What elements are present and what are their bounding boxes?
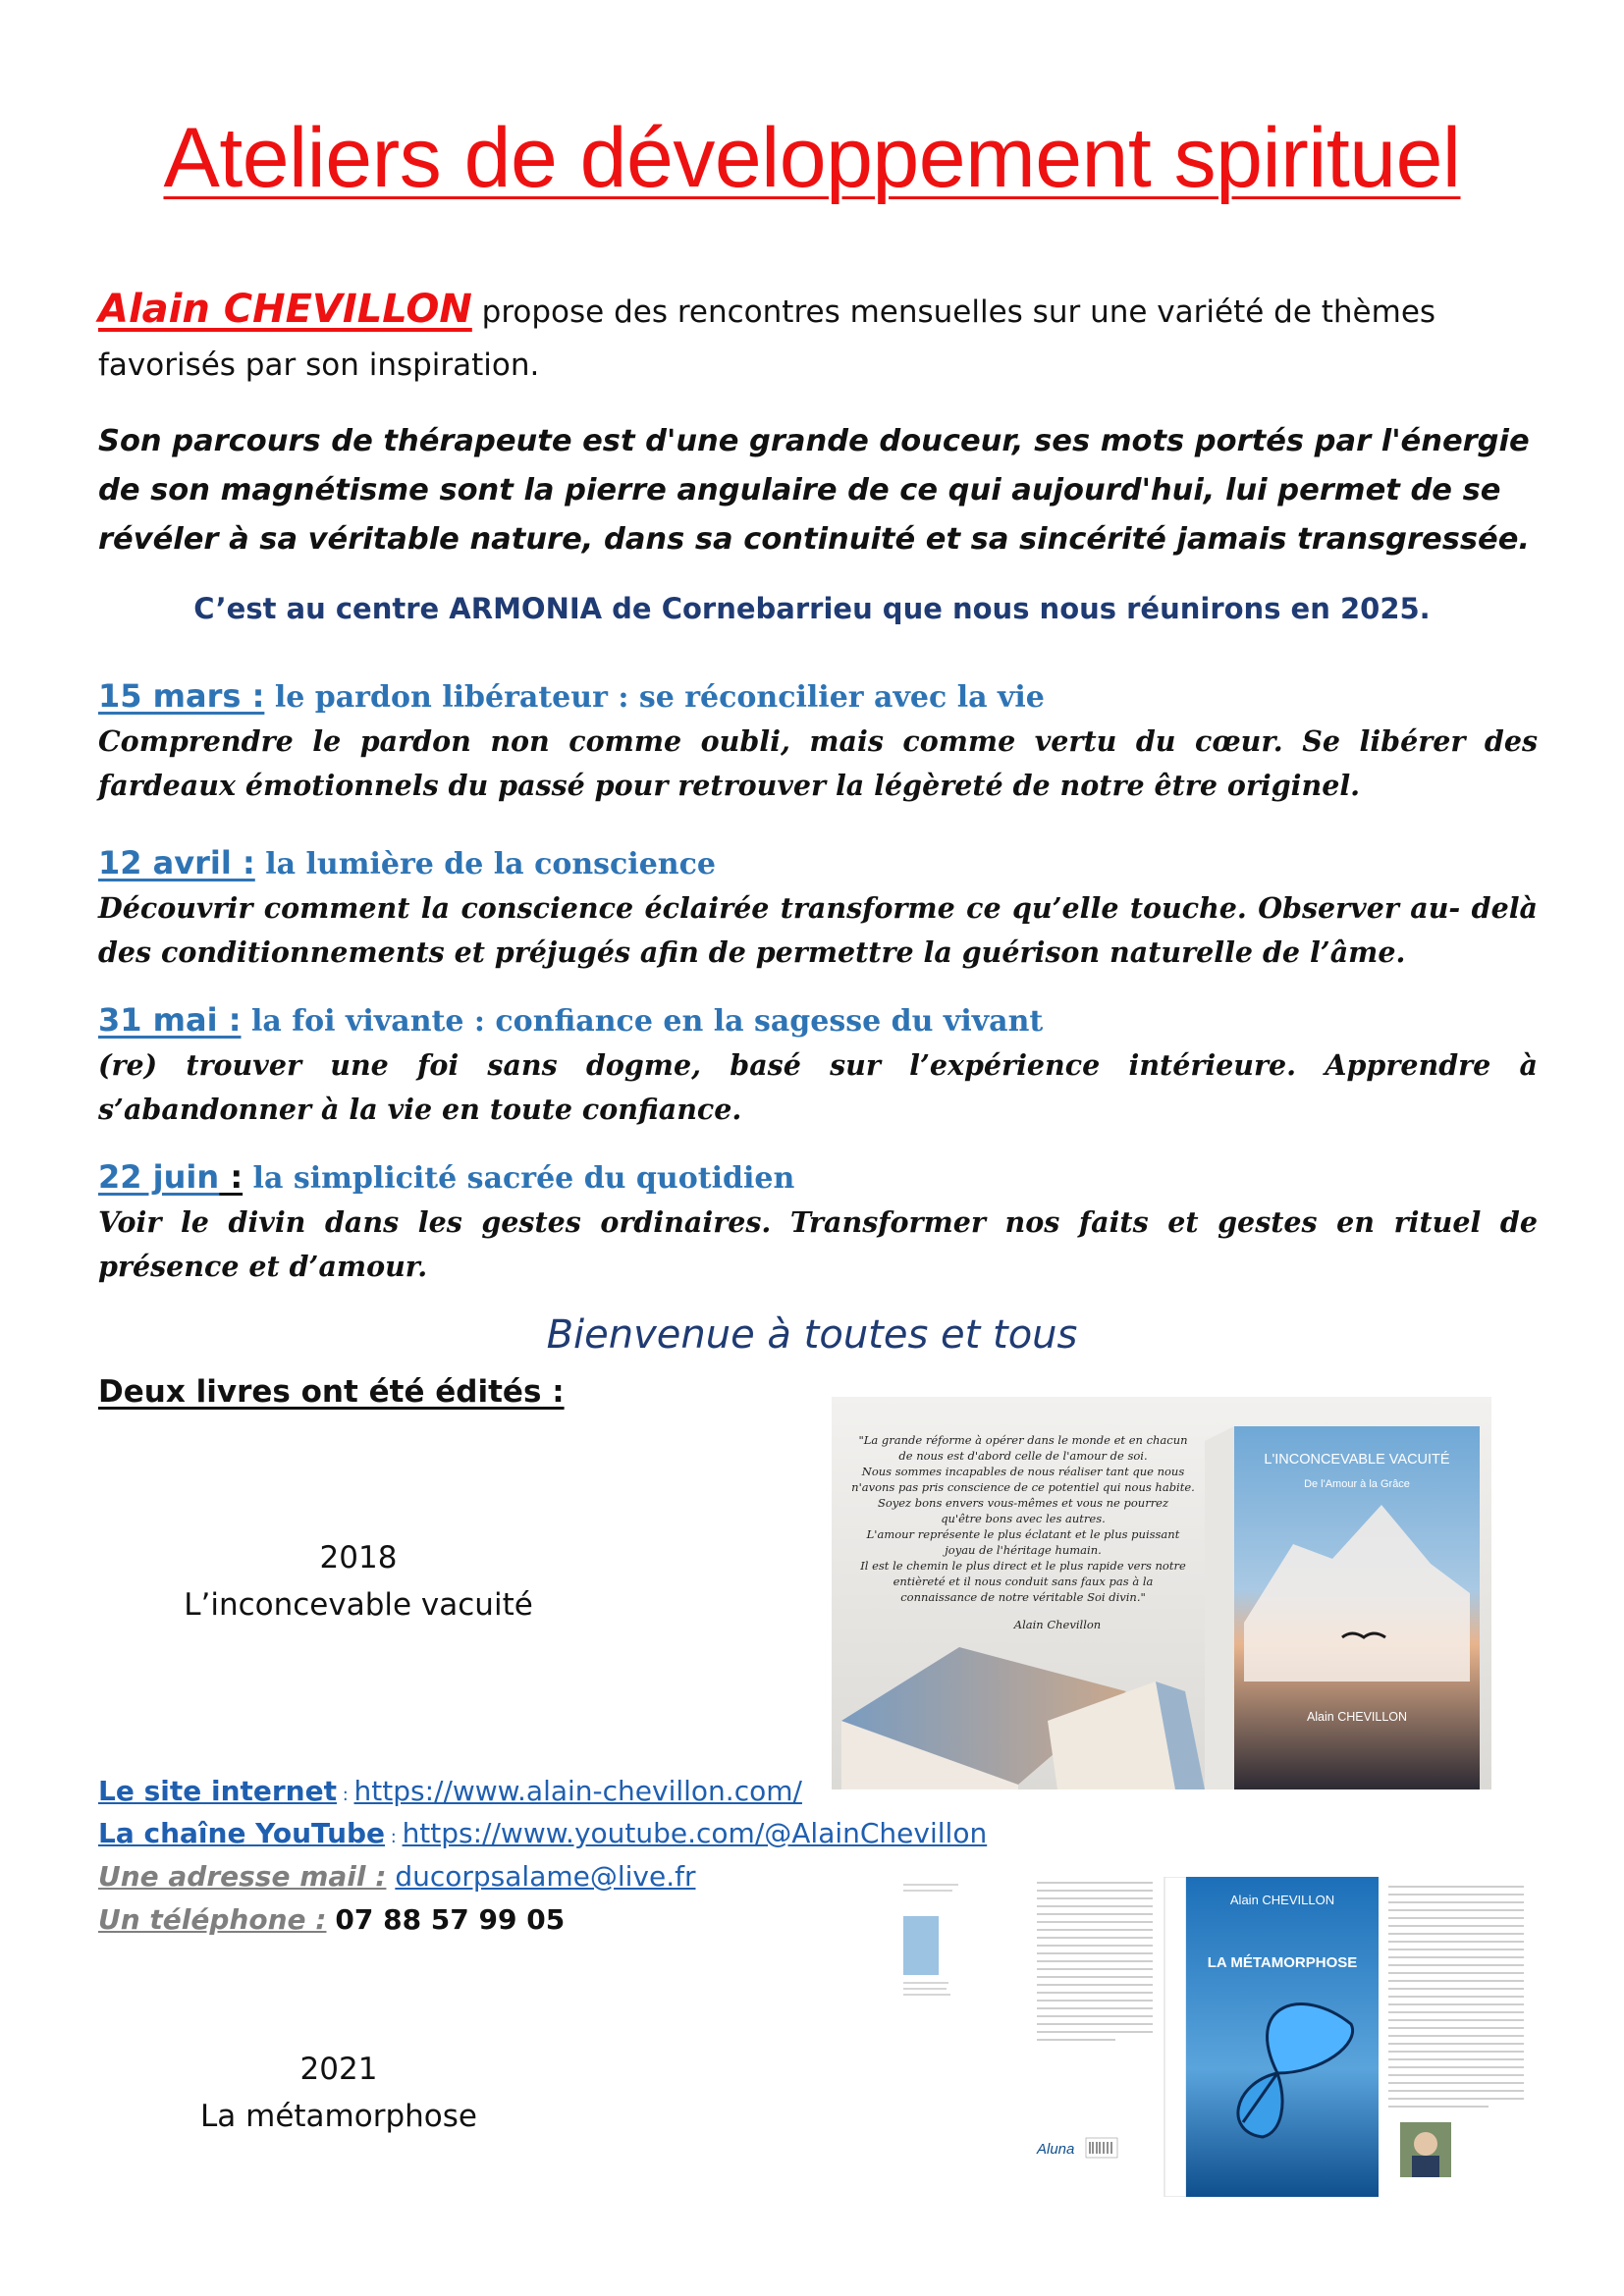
contact-separator: : [337, 1785, 354, 1805]
barcode [1086, 2138, 1117, 2158]
book-year: 2021 [299, 2052, 378, 2087]
youtube-link[interactable]: https://www.youtube.com/@AlainChevillon [402, 1817, 988, 1849]
contact-separator [386, 1860, 395, 1893]
contact-separator: : [385, 1827, 403, 1847]
contact-label: Le site internet [98, 1775, 337, 1807]
quote-line: Soyez bons envers vous-mêmes et vous ne pourrez [877, 1496, 1169, 1510]
book-year: 2018 [319, 1540, 398, 1575]
session-description: Voir le divin dans les gestes ordinaires. Transformer nos faits et gestes en rituel de présence et d’amour. [98, 1205, 1538, 1283]
bio-paragraph: Son parcours de thérapeute est d'une grande douceur, ses mots portés par l'énergie de son magnétisme sont la pierre angulaire de ce qui aujourd'hui, lui permet de se révéler à sa véritable nature, dans sa continuité et sa sincérité jamais transgressée. [98, 424, 1531, 557]
session-date: 12 avril : [98, 844, 255, 881]
phone-number: 07 88 57 99 05 [335, 1903, 566, 1936]
books-heading: Deux livres ont été édités : [98, 1374, 565, 1410]
cover-title: L'INCONCEVABLE VACUITÉ [1264, 1452, 1450, 1468]
quote-line: qu'être bons avec les autres. [941, 1512, 1106, 1525]
venue-line: C’est au centre ARMONIA de Cornebarrieu que nous nous réunirons en 2025. [193, 592, 1431, 625]
quote-line: entièreté et il nous conduit sans faux pas à la [893, 1575, 1154, 1588]
session-theme: la foi vivante : confiance en la sagesse du vivant [241, 1004, 1044, 1039]
book-title: L’inconcevable vacuité [184, 1587, 533, 1623]
cover-title: LA MÉTAMORPHOSE [1207, 1954, 1358, 1971]
contact-label: Une adresse mail : [98, 1860, 387, 1893]
quote-line: Nous sommes incapables de nous réaliser tant que nous [861, 1465, 1185, 1478]
session-item [98, 1155, 1538, 1289]
back-cover-text [1037, 1883, 1153, 2040]
intro-text: propose des rencontres mensuelles sur une variété de thèmes favorisés par son inspiration. [98, 294, 1436, 383]
session-description: Comprendre le pardon non comme oubli, mais comme vertu du cœur. Se libérer des fardeaux émotionnels du passé pour retrouver la légèreté de notre être originel. [98, 724, 1538, 802]
quote-line: joyau de l'héritage humain. [945, 1543, 1102, 1557]
contact-label: Un téléphone : [98, 1903, 327, 1936]
intro-paragraph [98, 283, 1532, 392]
welcome-message: Bienvenue à toutes et tous [546, 1312, 1078, 1358]
email-link[interactable]: ducorpsalame@live.fr [395, 1860, 696, 1893]
book-photo-2018 [832, 1397, 1491, 1789]
book-spine [1164, 1877, 1186, 2197]
session-date-suffix: : [219, 1158, 244, 1196]
quote-line: "La grande réforme à opérer dans le monde et en chacun [858, 1433, 1188, 1447]
cover-author: Alain CHEVILLON [1229, 1893, 1335, 1907]
quote-line: Il est le chemin le plus direct et le plus rapide vers notre [860, 1559, 1186, 1573]
session-heading [98, 674, 1538, 720]
session-date: 31 mai : [98, 1001, 242, 1039]
quote-line: L'amour représente le plus éclatant et le plus puissant [866, 1527, 1180, 1541]
session-heading [98, 1155, 1538, 1201]
author-name: Alain CHEVILLON [98, 287, 472, 332]
session-heading [98, 998, 1538, 1043]
quote-line: connaissance de notre véritable Soi divin." [900, 1590, 1146, 1604]
thumbnail-cover [903, 1916, 939, 1975]
session-heading [98, 841, 1538, 886]
cover-subtitle: De l'Amour à la Grâce [1304, 1478, 1410, 1490]
session-description: (re) trouver une foi sans dogme, basé sur l’expérience intérieure. Apprendre à s’abandonner à la vie en toute confiance. [98, 1048, 1538, 1126]
session-theme: la lumière de la conscience [254, 847, 716, 881]
contact-email [98, 1860, 695, 1893]
quote-line: n'avons pas pris conscience de ce potentiel qui nous habite. [851, 1480, 1195, 1494]
contact-website [98, 1775, 802, 1807]
session-item [98, 998, 1538, 1132]
cover-author: Alain CHEVILLON [1306, 1710, 1408, 1724]
session-theme: la simplicité sacrée du quotidien [243, 1161, 795, 1196]
quote-author: Alain Chevillon [1013, 1618, 1102, 1631]
book-caption [128, 2046, 550, 2140]
website-link[interactable]: https://www.alain-chevillon.com/ [353, 1775, 802, 1807]
session-theme: le pardon libérateur : se réconcilier avec la vie [264, 680, 1045, 715]
session-item [98, 674, 1538, 808]
book-title: La métamorphose [200, 2099, 477, 2134]
quote-line: de nous est d'abord celle de l'amour de soi. [898, 1449, 1148, 1463]
book-caption [147, 1534, 569, 1629]
session-date: 22 juin [98, 1158, 220, 1196]
session-item [98, 841, 1538, 975]
contact-phone [98, 1903, 565, 1936]
contact-label: La chaîne YouTube [98, 1817, 386, 1849]
contact-youtube [98, 1817, 987, 1849]
session-date: 15 mars : [98, 677, 265, 715]
publisher-logo: Aluna [1037, 2141, 1075, 2158]
book-cover-2021 [890, 1877, 1534, 2197]
page-title: Ateliers de développement spirituel [163, 111, 1461, 205]
book-spine [1205, 1426, 1234, 1789]
session-description: Découvrir comment la conscience éclairée transforme ce qu’elle touche. Observer au- delà des conditionnements et préjugés afin de permettre la guérison naturelle de l’âme. [98, 891, 1538, 969]
